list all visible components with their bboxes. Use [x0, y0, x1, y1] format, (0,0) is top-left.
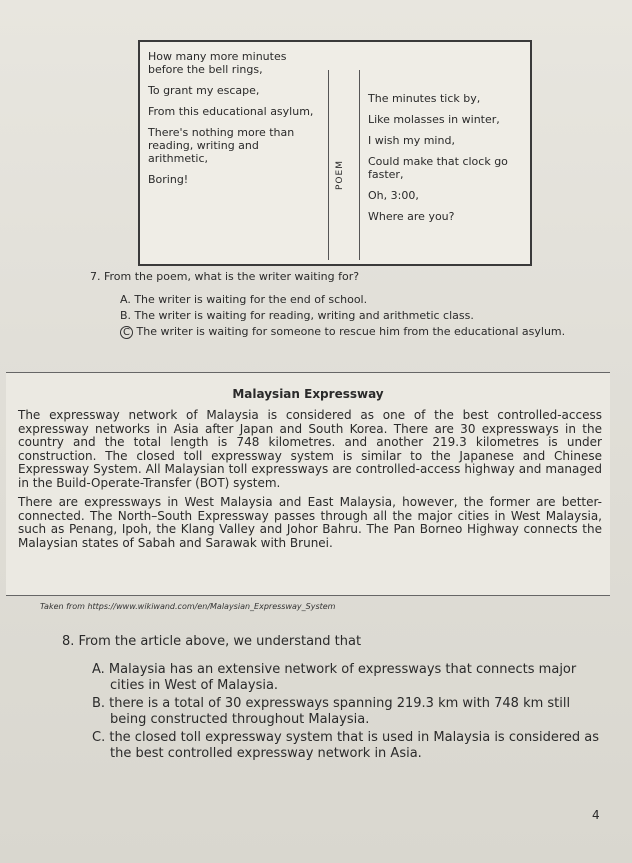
poem-line: Could make that clock go faster,	[368, 155, 508, 181]
poem-line: How many more minutes before the bell rings,	[148, 50, 287, 76]
question-8-option-b[interactable]: B. there is a total of 30 expressways spanning 219.3 km with 748 km still being constructed throughout Malaysia.	[92, 696, 571, 727]
question-8-option-a[interactable]: A. Malaysia has an extensive network of expressways that connects major cities in West of Malaysia.	[92, 662, 577, 693]
option-text: The writer is waiting for the end of school.	[134, 293, 368, 306]
poem-right-column	[368, 92, 518, 231]
option-text: The writer is waiting for reading, writing and arithmetic class.	[134, 309, 474, 322]
article-box	[6, 372, 610, 596]
question-8-stem: 8. From the article above, we understand that	[62, 634, 362, 649]
poem-line: Boring!	[148, 173, 189, 186]
poem-line: The minutes tick by,	[368, 92, 481, 105]
question-7-option-a[interactable]	[120, 293, 610, 306]
poem-line: To grant my escape,	[148, 84, 260, 97]
poem-box	[138, 40, 532, 266]
poem-line: Oh, 3:00,	[368, 189, 419, 202]
poem-line: I wish my mind,	[368, 134, 455, 147]
page-number: 4	[592, 808, 600, 822]
option-letter: A.	[120, 293, 131, 306]
source-citation: Taken from https://www.wikiwand.com/en/Malaysian_Expressway_System	[40, 602, 336, 611]
question-7	[90, 270, 610, 342]
question-7-option-c[interactable]	[120, 325, 610, 339]
question-8	[62, 634, 602, 764]
poem-line: There's nothing more than reading, writing and arithmetic,	[148, 126, 295, 165]
poem-divider	[328, 70, 360, 260]
question-7-option-b[interactable]	[120, 309, 610, 322]
poem-left-column	[148, 50, 318, 194]
article-title: Malaysian Expressway	[232, 387, 384, 401]
article-paragraph: There are expressways in West Malaysia and East Malaysia, however, the former are better-connected. The North–South Expressway passes through all the major cities in West Malaysia, such as Penang, Ipoh, the Klang Valley and Johor Bahru. The Pan Borneo Highway connects the Malaysian states of Sabah and Sarawak with Brunei.	[18, 495, 602, 550]
poem-line: From this educational asylum,	[148, 105, 314, 118]
question-7-stem: 7. From the poem, what is the writer waiting for?	[90, 270, 360, 283]
poem-line: Like molasses in winter,	[368, 113, 500, 126]
option-text: The writer is waiting for someone to rescue him from the educational asylum.	[136, 325, 566, 338]
poem-vertical-label: POEM	[335, 160, 345, 190]
poem-line: Where are you?	[368, 210, 455, 223]
option-letter: B.	[120, 309, 132, 322]
article-paragraph: The expressway network of Malaysia is considered as one of the best controlled-access expressway networks in Asia after Japan and South Korea. There are 30 expressways in the country and the total length is 748 kilometres. and another 219.3 kilometres is under construction. The closed toll expressway system is similar to the Japanese and Chinese Expressway System. All Malaysian toll expressways are controlled-access highway and managed in the Build-Operate-Transfer (BOT) system.	[18, 408, 602, 490]
question-8-option-c[interactable]: C. the closed toll expressway system that is used in Malaysia is considered as the best controlled expressway network in Asia.	[92, 730, 599, 761]
selected-answer-circle: C	[120, 326, 133, 339]
